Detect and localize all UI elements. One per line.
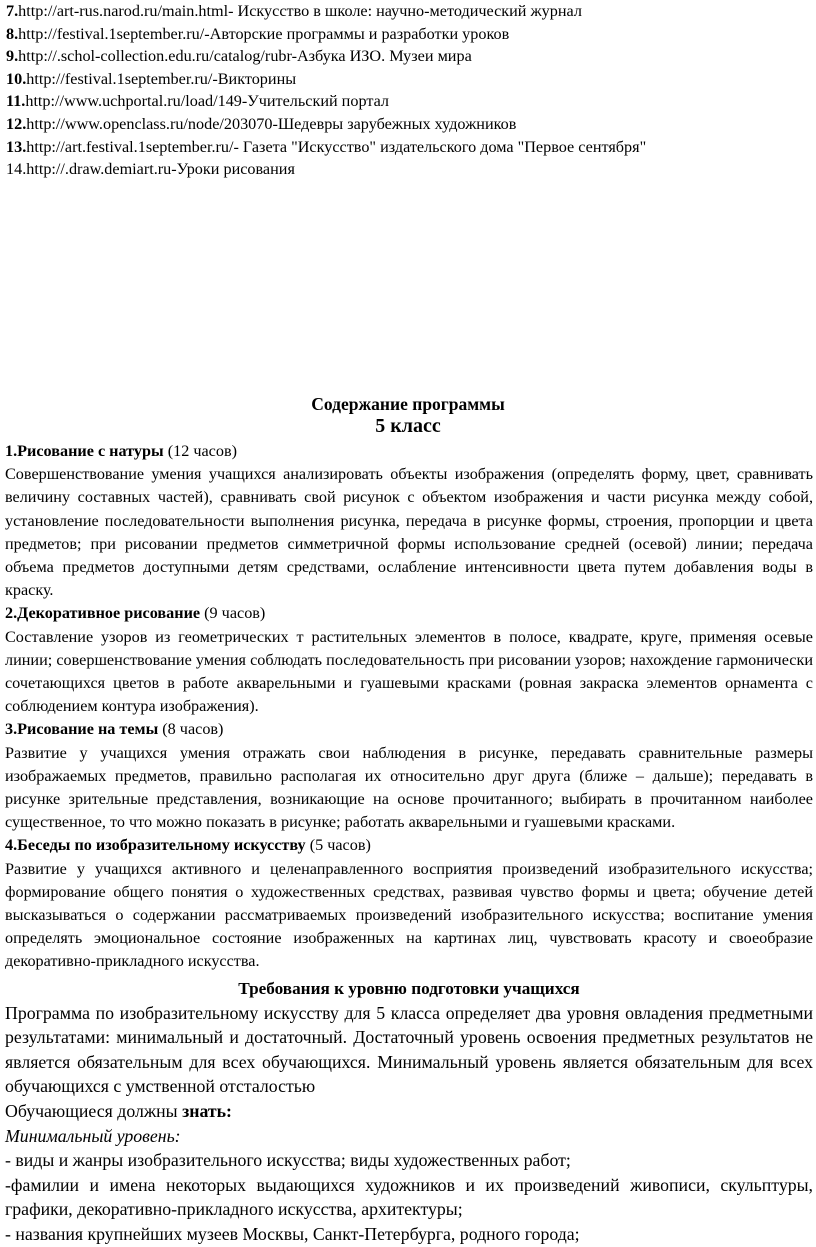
resource-links-list: [6, 0, 812, 181]
link-text: http://www.uchportal.ru/load/149-Учительский портал: [25, 92, 390, 111]
link-number: 11.: [6, 92, 26, 111]
section-number: 3.: [5, 720, 18, 739]
section-heading: [5, 602, 813, 625]
section-title: Рисование на темы: [17, 720, 159, 739]
requirement-item: -фамилии и имена некоторых выдающихся художников и их произведений живописи, скульптуры, графики, декоративно-прикладного искусства, архитектуры;: [5, 1174, 813, 1220]
section-body: Совершенствование умения учащихся анализировать объекты изображения (определять форму, цвет, сравнивать величину составных частей), сравнивать свой рисунок с объектом изображения и части рисунка между собой, установление последовательности выполнения рисунка, передача в рисунке формы, строения, пропорции и цвета предметов; при рисовании предметов симметричной формы использование средней (осевой) линии; передача объема предметов доступными детям средствами, ослабление интенсивности цвета путем добавления воды в краску.: [5, 465, 813, 600]
link-number: 9.: [6, 47, 19, 66]
min-level-label: Минимальный уровень:: [5, 1125, 181, 1146]
section-title: Беседы по изобразительному искусству: [17, 836, 306, 855]
link-text: http://.schol-collection.edu.ru/catalog/rubr-Азбука ИЗО. Музеи мира: [18, 47, 472, 66]
requirement-item: - названия крупнейших музеев Москвы, Санкт-Петербурга, родного города;: [5, 1224, 580, 1245]
link-number: 8.: [6, 24, 19, 43]
grade-title: 5 класс: [375, 415, 441, 437]
section-number: 4.: [5, 836, 18, 855]
link-item[interactable]: [6, 90, 812, 113]
link-text: http://.draw.demiart.ru-Уроки рисования: [26, 160, 295, 179]
link-number: 10.: [6, 69, 27, 88]
section-hours: (5 часов): [309, 836, 371, 855]
section-heading: [5, 440, 813, 463]
requirement-item: - виды и жанры изобразительного искусства; виды художественных работ;: [5, 1150, 571, 1171]
know-prefix: Обучающиеся должны: [5, 1101, 178, 1122]
link-item[interactable]: [6, 23, 812, 46]
requirements-title: Требования к уровню подготовки учащихся: [238, 978, 580, 998]
link-number: 14.: [6, 160, 27, 179]
link-number: 13.: [6, 137, 27, 156]
link-text: http://festival.1september.ru/-Авторские программы и разработки уроков: [18, 24, 510, 43]
program-title: Содержание программы: [311, 394, 505, 414]
section-body: Развитие у учащихся умения отражать свои наблюдения в рисунке, передавать сравнительные размеры изображаемых предметов, правильно располагая их относительно друг друга (ближе – дальше); передавать в рисунке зрительные представления, возникающие на основе прочитанного; выбирать в прочитанном наиболее существенное, то что можно показать в рисунке; работать акварельными и гуашевыми красками.: [5, 743, 813, 832]
program-content: [5, 440, 813, 1247]
section-hours: (9 часов): [204, 604, 266, 623]
link-item[interactable]: [6, 136, 812, 159]
link-item[interactable]: [6, 0, 812, 23]
link-text: http://art.festival.1september.ru/- Газета "Искусство" издательского дома "Первое сентября": [26, 137, 647, 156]
section-body: Составление узоров из геометрических т растительных элементов в полосе, квадрате, круге, применяя осевые линии; совершенствование умения соблюдать последовательность при рисовании узоров; нахождение гармонически сочетающихся цветов в работе акварельными и гуашевыми красками (ровная закраска элементов орнамента с соблюдением контура изображения).: [5, 627, 813, 716]
section-title: Рисование с натуры: [17, 442, 164, 460]
section-title: Декоративное рисование: [17, 604, 201, 623]
link-text: http://www.openclass.ru/node/203070-Шедевры зарубежных художников: [26, 114, 517, 133]
link-item[interactable]: [6, 158, 812, 181]
link-text: http://festival.1september.ru/-Викторины: [26, 69, 297, 88]
section-number: 1.: [5, 442, 18, 460]
link-number: 12.: [6, 114, 27, 133]
section-hours: (12 часов): [167, 442, 237, 460]
section-heading: [5, 834, 813, 857]
link-text: http://art-rus.narod.ru/main.html- Искусство в школе: научно-методический журнал: [18, 2, 582, 20]
link-number: 7.: [6, 2, 19, 20]
know-line: [5, 1099, 813, 1124]
section-hours: (8 часов): [162, 720, 224, 739]
know-word: знать:: [182, 1101, 232, 1122]
link-item[interactable]: [6, 68, 812, 91]
link-item[interactable]: [6, 45, 812, 68]
requirements-intro: Программа по изобразительному искусству для 5 класса определяет два уровня овладения предметными результатами: минимальный и достаточный. Достаточный уровень освоения предметных результатов не является обязательным для всех обучающихся. Минимальный уровень является обязательным для всех обучающихся с умственной отсталостью: [5, 1002, 813, 1097]
section-body: Развитие у учащихся активного и целенаправленного восприятия произведений изобразительного искусства; формирование общего понятия о художественных средствах, развивая чувство формы и цвета; обучение детей высказываться о содержании рассматриваемых произведений изобразительного искусства; воспитание умения определять эмоциональное состояние изображенных на картинах лиц, чувствовать красоту и своеобразие декоративно-прикладного искусства.: [5, 859, 813, 971]
link-item[interactable]: [6, 113, 812, 136]
section-heading: [5, 718, 813, 741]
section-number: 2.: [5, 604, 18, 623]
